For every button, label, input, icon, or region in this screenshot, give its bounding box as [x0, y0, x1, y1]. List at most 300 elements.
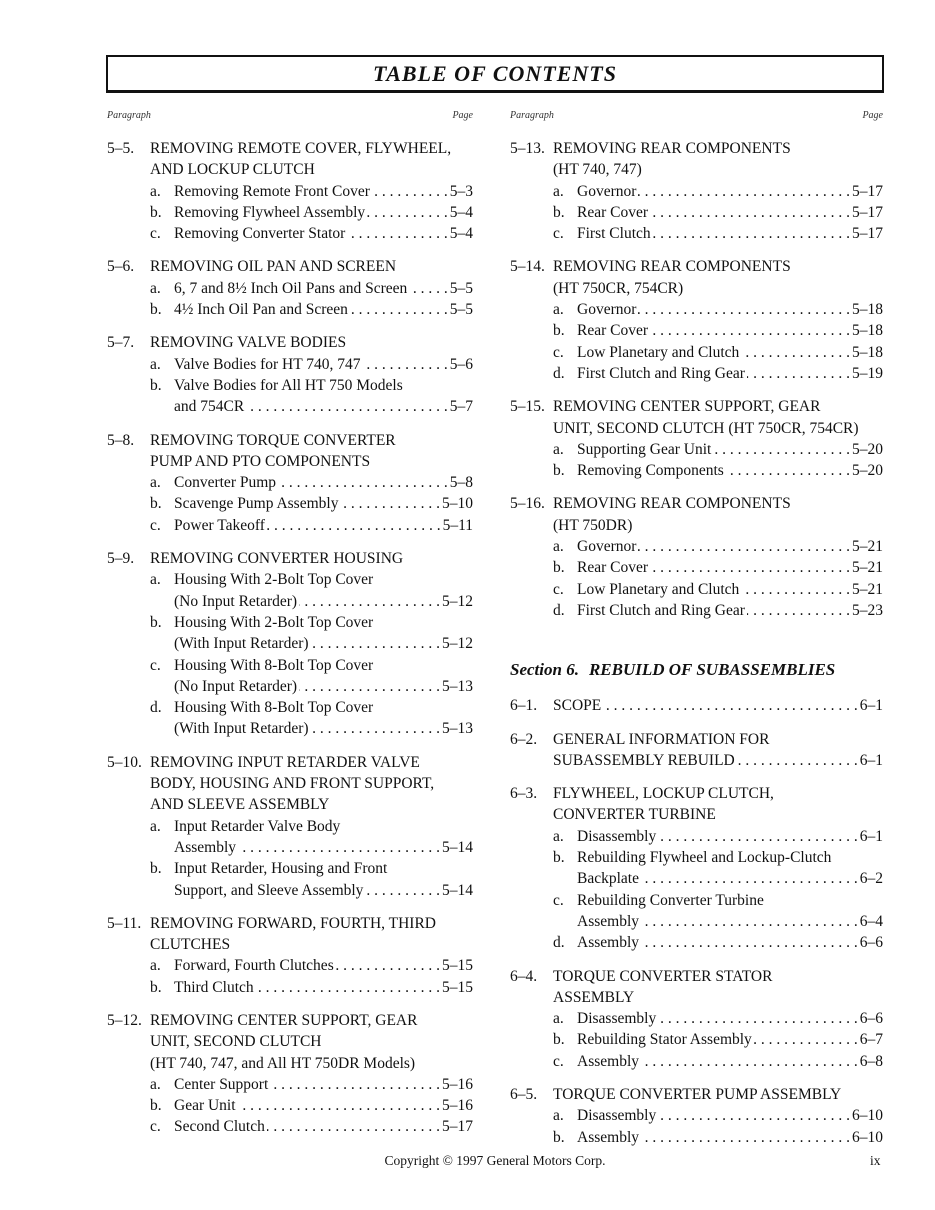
page-ref: 6–10 — [852, 1128, 883, 1146]
page-ref: 5–20 — [852, 440, 883, 458]
subentry-line — [510, 932, 883, 953]
toc-subentry[interactable] — [107, 472, 473, 493]
subentry-letter: b. — [553, 322, 565, 340]
toc-entry[interactable] — [107, 332, 473, 417]
toc-subentry[interactable] — [510, 342, 883, 363]
subentry-letter: c. — [553, 225, 564, 243]
subentry-line — [107, 569, 473, 590]
toc-subentry[interactable] — [510, 1127, 883, 1148]
entry-title: (HT 750CR, 754CR) — [553, 279, 684, 297]
subentry-letter: a. — [150, 817, 161, 835]
subentry-text: Valve Bodies for All HT 750 Models — [174, 376, 403, 394]
toc-subentry[interactable] — [107, 375, 473, 418]
subentry-line — [107, 375, 473, 396]
subentry-text: Supporting Gear Unit — [577, 440, 712, 458]
subentry-line — [107, 493, 473, 514]
dot-leader — [278, 472, 448, 493]
subentry-line — [510, 363, 883, 384]
toc-entry[interactable] — [107, 138, 473, 244]
subentry-line — [107, 1095, 473, 1116]
subentry-letter: a. — [150, 1075, 161, 1093]
page-ref: 6–7 — [859, 1031, 883, 1049]
toc-subentry[interactable] — [510, 1008, 883, 1029]
toc-subentry[interactable] — [510, 847, 883, 890]
dot-leader — [641, 1127, 850, 1148]
subentry-text: (No Input Retarder) — [174, 677, 298, 695]
toc-subentry[interactable] — [107, 278, 473, 299]
toc-subentry[interactable] — [107, 493, 473, 514]
subentry-letter: a. — [553, 301, 564, 319]
subentry-text: Assembly — [577, 912, 639, 930]
subentry-text: Rebuilding Stator Assembly — [577, 1031, 752, 1049]
page-ref: 6–6 — [859, 1010, 883, 1028]
toc-subentry[interactable] — [510, 536, 883, 557]
toc-entry[interactable] — [510, 695, 883, 716]
entry-title: REMOVING TORQUE CONVERTER — [150, 431, 396, 449]
dot-leader — [747, 600, 850, 621]
page-ref: 5–16 — [442, 1075, 473, 1093]
subentry-letter: a. — [150, 355, 161, 373]
toc-entry[interactable] — [510, 729, 883, 772]
toc-subentry[interactable] — [107, 1095, 473, 1116]
subentry-letter: b. — [553, 462, 565, 480]
paragraph-number: 5–7. — [107, 334, 135, 352]
subentry-line — [107, 837, 473, 858]
subentry-line — [510, 536, 883, 557]
toc-subentry[interactable] — [107, 181, 473, 202]
subentry-text: Governor — [577, 182, 637, 200]
entry-title: REMOVING CENTER SUPPORT, GEAR — [150, 1011, 418, 1029]
subentry-text: First Clutch and Ring Gear — [577, 601, 745, 619]
subentry-text: Input Retarder Valve Body — [174, 817, 341, 835]
page-ref: 5–19 — [852, 364, 883, 382]
page-ref: 5–12 — [442, 592, 473, 610]
dot-leader — [726, 460, 850, 481]
subentry-letter: b. — [150, 613, 162, 631]
column-header — [107, 110, 473, 121]
entry-title: SUBASSEMBLY REBUILD — [553, 751, 735, 769]
subentry-text: Assembly — [577, 1052, 639, 1070]
subentry-line — [107, 202, 473, 223]
toc-subentry[interactable] — [510, 826, 883, 847]
subentry-line — [107, 858, 473, 879]
entry-title-line — [510, 138, 883, 159]
subentry-text: Disassembly — [577, 1010, 657, 1028]
toc-entry[interactable] — [107, 1010, 473, 1138]
subentry-text: Center Support — [174, 1075, 269, 1093]
toc-subentry[interactable] — [107, 515, 473, 536]
dot-leader — [741, 579, 850, 600]
page-ref: 6–1 — [859, 827, 883, 845]
subentry-letter: b. — [150, 495, 162, 513]
section-heading — [510, 659, 883, 681]
dot-leader — [409, 278, 447, 299]
subentry-text: Housing With 2-Bolt Top Cover — [174, 571, 374, 589]
entry-title: CLUTCHES — [150, 936, 231, 954]
entry-title-line — [510, 493, 883, 514]
dot-leader — [737, 750, 858, 771]
subentry-letter: a. — [553, 1107, 564, 1125]
subentry-line — [510, 202, 883, 223]
subentry-letter: c. — [150, 1118, 161, 1136]
toc-entry[interactable] — [510, 396, 883, 481]
page-ref: 5–7 — [449, 398, 473, 416]
subentry-letter: a. — [150, 279, 161, 297]
toc-subentry[interactable] — [510, 181, 883, 202]
subentry-line — [107, 655, 473, 676]
toc-subentry[interactable] — [107, 1116, 473, 1137]
subentry-text: Housing With 2-Bolt Top Cover — [174, 613, 374, 631]
paragraph-number: 5–11. — [107, 914, 142, 932]
subentry-line — [510, 868, 883, 889]
paragraph-label: Paragraph — [107, 110, 151, 121]
page-ref: 5–13 — [442, 720, 473, 738]
subentry-line — [107, 977, 473, 998]
entry-title: REMOVING REAR COMPONENTS — [553, 258, 791, 276]
section-title: REBUILD OF SUBASSEMBLIES — [588, 660, 836, 680]
subentry-line — [107, 1074, 473, 1095]
toc-entry[interactable] — [510, 138, 883, 244]
page-ref: 5–18 — [852, 343, 883, 361]
paragraph-number: 5–6. — [107, 258, 135, 276]
dot-leader — [238, 1095, 440, 1116]
page-ref: 5–3 — [449, 182, 473, 200]
subentry-text: Third Clutch — [174, 978, 254, 996]
toc-subentry[interactable] — [107, 955, 473, 976]
subentry-line — [107, 718, 473, 739]
toc-subentry[interactable] — [107, 299, 473, 320]
page-label: Page — [452, 110, 473, 121]
subentry-line — [107, 633, 473, 654]
toc-entry[interactable] — [107, 548, 473, 740]
subentry-line — [510, 342, 883, 363]
page-ref: 5–17 — [852, 182, 883, 200]
page-ref: 6–2 — [859, 870, 883, 888]
dot-leader — [641, 932, 858, 953]
paragraph-number: 6–2. — [510, 730, 538, 748]
subentry-text: Valve Bodies for HT 740, 747 — [174, 355, 361, 373]
paragraph-number: 6–4. — [510, 967, 538, 985]
toc-entry[interactable] — [510, 783, 883, 953]
subentry-letter: c. — [553, 343, 564, 361]
subentry-text: Rear Cover — [577, 203, 649, 221]
page-ref: 5–21 — [852, 580, 883, 598]
paragraph-number: 5–5. — [107, 140, 135, 157]
entry-title: BODY, HOUSING AND FRONT SUPPORT, — [150, 775, 435, 793]
subentry-letter: c. — [553, 1052, 564, 1070]
toc-entry[interactable] — [510, 1084, 883, 1148]
subentry-letter: a. — [150, 474, 161, 492]
dot-leader — [267, 515, 441, 536]
subentry-line — [510, 181, 883, 202]
toc-subentry[interactable] — [107, 202, 473, 223]
section-label: Section 6. — [510, 660, 579, 680]
toc-subentry[interactable] — [107, 858, 473, 901]
entry-title-line — [107, 159, 473, 180]
page-ref: 5–17 — [852, 203, 883, 221]
subentry-text: Governor — [577, 301, 637, 319]
subentry-line — [107, 676, 473, 697]
subentry-text: (No Input Retarder) — [174, 592, 298, 610]
subentry-line — [510, 557, 883, 578]
page-label: Page — [862, 110, 883, 121]
toc-subentry[interactable] — [107, 816, 473, 859]
subentry-letter: c. — [553, 580, 564, 598]
subentry-line — [510, 579, 883, 600]
page-ref: 5–12 — [442, 635, 473, 653]
toc-subentry[interactable] — [107, 697, 473, 740]
subentry-text: First Clutch — [577, 225, 651, 243]
entry-title-line — [107, 752, 473, 773]
subentry-text: Assembly — [577, 1128, 639, 1146]
dot-leader — [650, 557, 850, 578]
subentry-line — [107, 955, 473, 976]
toc-subentry[interactable] — [510, 320, 883, 341]
entry-title-line — [510, 729, 883, 750]
page-ref: 5–10 — [442, 495, 473, 513]
dot-leader — [658, 826, 858, 847]
dot-leader — [653, 223, 850, 244]
subentry-line — [510, 320, 883, 341]
dot-leader — [246, 396, 448, 417]
entry-title-line — [107, 1031, 473, 1052]
toc-subentry[interactable] — [510, 1029, 883, 1050]
subentry-line — [510, 847, 883, 868]
toc-subentry[interactable] — [510, 363, 883, 384]
page-ref: 5–14 — [442, 881, 473, 899]
dot-leader — [340, 493, 440, 514]
toc-subentry[interactable] — [510, 439, 883, 460]
subentry-text: Forward, Fourth Clutches — [174, 957, 334, 975]
subentry-text: Rebuilding Converter Turbine — [577, 891, 764, 909]
toc-subentry[interactable] — [107, 354, 473, 375]
entry-title-line — [107, 451, 473, 472]
toc-subentry[interactable] — [510, 890, 883, 933]
entry-title-line — [107, 794, 473, 815]
subentry-letter: b. — [150, 376, 162, 394]
entry-title-line — [107, 430, 473, 451]
dot-leader — [256, 977, 440, 998]
toc-entry[interactable] — [510, 493, 883, 621]
entry-title-line — [510, 783, 883, 804]
entry-title: REMOVING REMOTE COVER, FLYWHEEL, — [150, 140, 452, 157]
subentry-line — [107, 612, 473, 633]
toc-subentry[interactable] — [107, 1074, 473, 1095]
page-ref: 6–4 — [859, 912, 883, 930]
entry-title-line — [510, 966, 883, 987]
page-ref: 6–10 — [852, 1107, 883, 1125]
dot-leader — [270, 1074, 440, 1095]
subentry-letter: b. — [150, 1097, 162, 1115]
toc-entry[interactable] — [510, 256, 883, 384]
paragraph-label: Paragraph — [510, 110, 554, 121]
subentry-letter: b. — [150, 301, 162, 319]
subentry-letter: d. — [553, 364, 565, 382]
toc-subentry[interactable] — [107, 977, 473, 998]
subentry-letter: b. — [150, 978, 162, 996]
dot-leader — [741, 342, 850, 363]
entry-title: REMOVING CONVERTER HOUSING — [150, 550, 404, 568]
subentry-line — [510, 223, 883, 244]
subentry-line — [510, 439, 883, 460]
page-ref: 5–16 — [442, 1097, 473, 1115]
subentry-line — [107, 697, 473, 718]
toc-subentry[interactable] — [107, 223, 473, 244]
entry-title-line — [510, 396, 883, 417]
subentry-text: Rear Cover — [577, 559, 649, 577]
paragraph-number: 5–8. — [107, 431, 135, 449]
subentry-letter: d. — [553, 934, 565, 952]
page-ref: 5–4 — [449, 225, 473, 243]
page-title: TABLE OF CONTENTS — [373, 60, 617, 86]
subentry-letter: c. — [150, 225, 161, 243]
entry-title-line — [510, 750, 883, 771]
subentry-letter: b. — [150, 203, 162, 221]
dot-leader — [311, 718, 440, 739]
toc-subentry[interactable] — [510, 202, 883, 223]
dot-leader — [641, 1051, 858, 1072]
toc-subentry[interactable] — [107, 655, 473, 698]
dot-leader — [372, 181, 448, 202]
toc-subentry[interactable] — [107, 569, 473, 612]
entry-title: UNIT, SECOND CLUTCH — [150, 1033, 322, 1051]
dot-leader — [299, 591, 440, 612]
toc-subentry[interactable] — [510, 299, 883, 320]
page-ref: 5–13 — [442, 677, 473, 695]
dot-leader — [363, 354, 448, 375]
subentry-line — [510, 460, 883, 481]
entry-title-line — [107, 256, 473, 277]
entry-title-line — [510, 515, 883, 536]
subentry-letter: a. — [553, 538, 564, 556]
dot-leader — [638, 299, 850, 320]
subentry-line — [510, 1051, 883, 1072]
subentry-text: Scavenge Pump Assembly — [174, 495, 339, 513]
subentry-line — [107, 816, 473, 837]
paragraph-number: 6–5. — [510, 1085, 538, 1103]
entry-title-line — [510, 1084, 883, 1105]
page-ref: 6–1 — [859, 697, 883, 715]
entry-title: FLYWHEEL, LOCKUP CLUTCH, — [553, 785, 774, 803]
entry-title: TORQUE CONVERTER STATOR — [553, 967, 773, 985]
toc-subentry[interactable] — [510, 579, 883, 600]
subentry-letter: a. — [150, 957, 161, 975]
subentry-text: Power Takeoff — [174, 516, 265, 534]
subentry-text: Backplate — [577, 870, 639, 888]
subentry-text: Rear Cover — [577, 322, 649, 340]
toc-entry[interactable] — [107, 256, 473, 320]
page-ref: 5–18 — [852, 301, 883, 319]
page-ref: 5–17 — [442, 1118, 473, 1136]
subentry-line — [107, 223, 473, 244]
entry-title: PUMP AND PTO COMPONENTS — [150, 452, 371, 470]
paragraph-number: 5–13. — [510, 140, 545, 157]
toc-subentry[interactable] — [510, 600, 883, 621]
entry-title-line — [510, 418, 883, 439]
subentry-letter: b. — [553, 203, 565, 221]
subentry-letter: a. — [150, 182, 161, 200]
entry-title: REMOVING OIL PAN AND SCREEN — [150, 258, 397, 276]
subentry-text: (With Input Retarder) — [174, 720, 309, 738]
toc-entry[interactable] — [510, 966, 883, 1072]
copyright-notice: Copyright © 1997 General Motors Corp. — [384, 1153, 606, 1168]
dot-leader — [713, 439, 850, 460]
subentry-line — [510, 890, 883, 911]
entry-title: AND LOCKUP CLUTCH — [150, 161, 315, 179]
entry-title: (HT 740, 747) — [553, 161, 642, 179]
title-box — [106, 55, 884, 93]
subentry-text: Low Planetary and Clutch — [577, 580, 740, 598]
paragraph-number: 5–12. — [107, 1011, 142, 1029]
dot-leader — [603, 695, 858, 716]
toc-entry[interactable] — [107, 913, 473, 998]
page-ref: 5–21 — [852, 559, 883, 577]
toc-subentry[interactable] — [510, 1051, 883, 1072]
toc-entry[interactable] — [107, 430, 473, 536]
subentry-letter: a. — [553, 1010, 564, 1028]
entry-title: REMOVING FORWARD, FOURTH, THIRD — [150, 914, 436, 932]
subentry-text: and 754CR — [174, 398, 245, 416]
toc-subentry[interactable] — [510, 460, 883, 481]
subentry-letter: c. — [150, 656, 161, 674]
page-ref: 6–6 — [859, 934, 883, 952]
subentry-letter: b. — [553, 559, 565, 577]
entry-title-line — [107, 1010, 473, 1031]
subentry-letter: a. — [553, 440, 564, 458]
subentry-text: Removing Flywheel Assembly — [174, 203, 366, 221]
page-ref: 5–15 — [442, 978, 473, 996]
entry-title-line — [107, 913, 473, 934]
entry-title-line — [510, 987, 883, 1008]
subentry-letter: d. — [553, 601, 565, 619]
page-ref: 6–8 — [859, 1052, 883, 1070]
subentry-letter: b. — [553, 849, 565, 867]
paragraph-number: 5–10. — [107, 753, 142, 771]
subentry-text: Assembly — [174, 838, 236, 856]
subentry-line — [510, 911, 883, 932]
page-ref: 5–23 — [852, 601, 883, 619]
subentry-text: First Clutch and Ring Gear — [577, 364, 745, 382]
page-ref: 5–14 — [442, 838, 473, 856]
toc-entry[interactable] — [107, 752, 473, 901]
toc-subentry[interactable] — [510, 1105, 883, 1126]
paragraph-number: 5–14. — [510, 258, 545, 276]
toc-subentry[interactable] — [510, 557, 883, 578]
toc-subentry[interactable] — [107, 612, 473, 655]
paragraph-number: 5–9. — [107, 550, 135, 568]
toc-subentry[interactable] — [510, 223, 883, 244]
subentry-text: Second Clutch — [174, 1118, 265, 1136]
dot-leader — [267, 1116, 440, 1137]
entry-title-line — [107, 138, 473, 159]
subentry-letter: c. — [553, 891, 564, 909]
entry-title-line — [107, 934, 473, 955]
paragraph-number: 6–1. — [510, 697, 538, 715]
entry-title-line — [107, 332, 473, 353]
subentry-line — [107, 472, 473, 493]
entry-title-line — [510, 695, 883, 716]
entry-title: REMOVING REAR COMPONENTS — [553, 495, 791, 513]
dot-leader — [350, 299, 448, 320]
subentry-text: 4½ Inch Oil Pan and Screen — [174, 301, 348, 319]
subentry-letter: c. — [150, 516, 161, 534]
page-ref: 5–5 — [449, 301, 473, 319]
dot-leader — [365, 880, 440, 901]
subentry-letter: b. — [553, 1128, 565, 1146]
toc-subentry[interactable] — [510, 932, 883, 953]
entry-title: AND SLEEVE ASSEMBLY — [150, 796, 330, 814]
dot-leader — [299, 676, 440, 697]
